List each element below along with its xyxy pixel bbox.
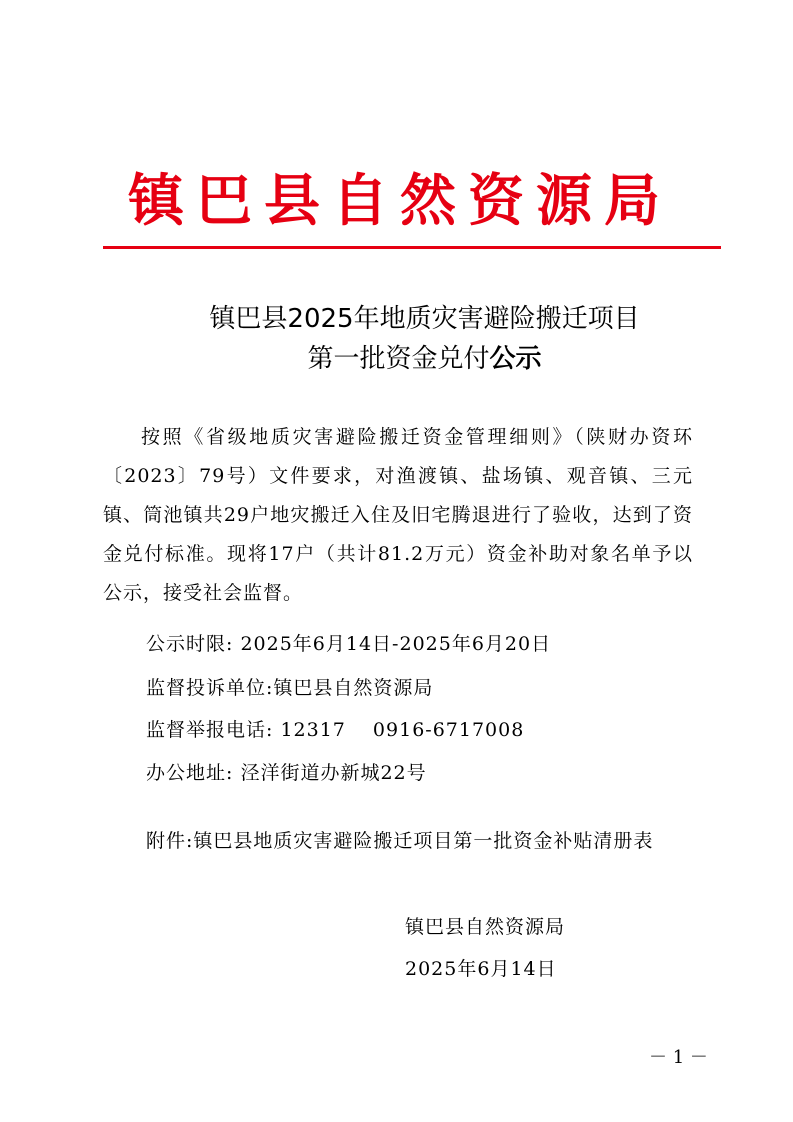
body-paragraph: 按照《省级地质灾害避险搬迁资金管理细则》（陕财办资环〔2023〕79号）文件要求，对渔渡镇、盐场镇、观音镇、三元镇、筒池镇共29户地灾搬迁入住及旧宅腾退进行了验收，达到了资金兑付标准。现将17户（共计81.2万元）资金补助对象名单予以公示，接受社会监督。 (103, 426, 693, 604)
notice-period: 公示时限: 2025年6月14日-2025年6月20日 (146, 633, 552, 655)
red-divider (103, 246, 721, 249)
attachment-note: 附件:镇巴县地质灾害避险搬迁项目第一批资金补贴清册表 (146, 830, 654, 852)
org-header: 镇巴县自然资源局 (128, 168, 672, 234)
report-phone: 监督举报电话: 12317 0916-6717008 (146, 719, 525, 741)
document-title-line1: 镇巴县2025年地质灾害避险搬迁项目 (209, 304, 640, 334)
title-line2-bold: 公示 (489, 344, 542, 374)
document-title-line2 (28, 342, 793, 376)
office-address: 办公地址: 泾洋街道办新城22号 (146, 762, 427, 784)
title-line2-text: 第一批资金兑付 (307, 344, 490, 374)
signature-org: 镇巴县自然资源局 (405, 916, 566, 938)
signature-date: 2025年6月14日 (405, 958, 557, 980)
supervising-unit: 监督投诉单位:镇巴县自然资源局 (146, 677, 434, 699)
page-number: － 1 － (649, 1047, 708, 1068)
